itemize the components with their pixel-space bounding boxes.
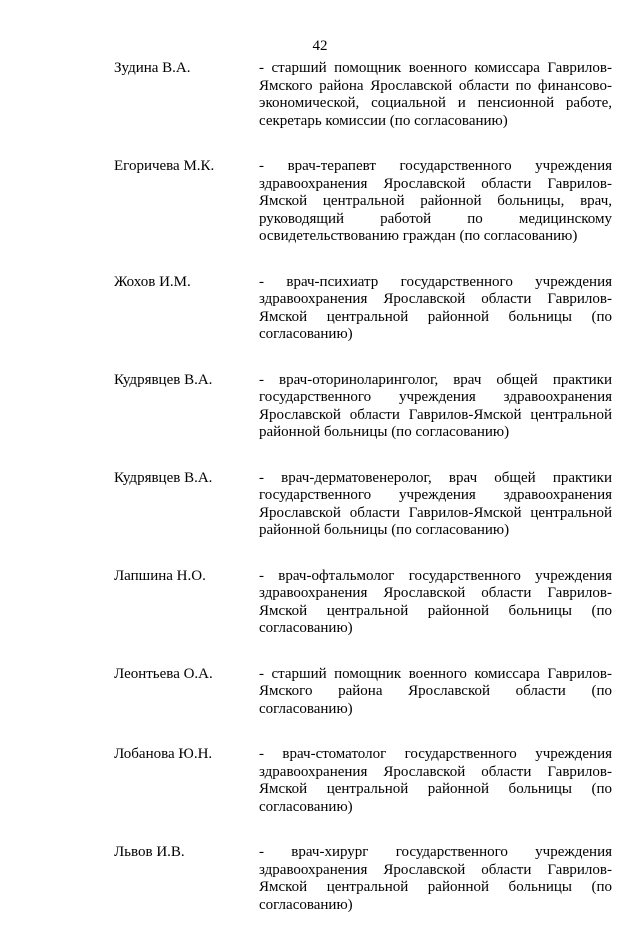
member-position: - старший помощник военного комиссара Гаврилов-Ямского района Ярославской области по финансово-экономической, социальной и пенсионной работе, секретарь комиссии (по согласованию) <box>259 60 612 129</box>
member-name: Жохов И.М. <box>114 273 191 290</box>
member-entry <box>114 666 612 719</box>
member-entry <box>114 568 612 638</box>
member-entry <box>114 844 612 914</box>
member-entry <box>114 158 612 246</box>
member-name: Лапшина Н.О. <box>114 567 206 584</box>
member-name: Львов И.В. <box>114 844 185 860</box>
member-entry <box>114 746 612 816</box>
member-name: Зудина В.А. <box>114 60 191 76</box>
member-entry <box>114 470 612 540</box>
member-position: - врач-офтальмолог государственного учреждения здравоохранения Ярославской области Гаврилов-Ямской центральной районной больницы (по согласованию) <box>259 567 612 636</box>
member-position: - врач-хирург государственного учреждения здравоохранения Ярославской области Гаврилов-Ямской центральной районной больницы (по согласованию) <box>259 844 612 913</box>
member-name: Кудрявцев В.А. <box>114 371 213 388</box>
member-position: - врач-стоматолог государственного учреждения здравоохранения Ярославской области Гаврилов-Ямской центральной районной больницы (по согласованию) <box>259 746 612 815</box>
member-entry <box>114 60 612 130</box>
member-position: - старший помощник военного комиссара Гаврилов-Ямского района Ярославской области (по согласованию) <box>259 665 612 717</box>
member-entry <box>114 274 612 344</box>
page-number: 42 <box>312 38 328 54</box>
member-name: Кудрявцев В.А. <box>114 469 213 486</box>
member-entry <box>114 372 612 442</box>
commission-members-list <box>114 60 612 942</box>
member-name: Леонтьева О.А. <box>114 665 213 682</box>
member-position: - врач-оториноларинголог, врач общей практики государственного учреждения здравоохранения Ярославской области Гаврилов-Ямской центральной районной больницы (по согласованию) <box>259 371 612 440</box>
member-position: - врач-терапевт государственного учреждения здравоохранения Ярославской области Гаврилов-Ямской центральной районной больницы, врач, руководящий работой по медицинскому освидетельствованию граждан (по согласованию) <box>259 158 612 244</box>
member-position: - врач-дерматовенеролог, врач общей практики государственного учреждения здравоохранения Ярославской области Гаврилов-Ямской центральной районной больницы (по согласованию) <box>259 469 612 538</box>
member-position: - врач-психиатр государственного учреждения здравоохранения Ярославской области Гаврилов-Ямской центральной районной больницы (по согласованию) <box>259 273 612 342</box>
member-name: Лобанова Ю.Н. <box>114 746 213 762</box>
member-name: Егоричева М.К. <box>114 158 215 174</box>
